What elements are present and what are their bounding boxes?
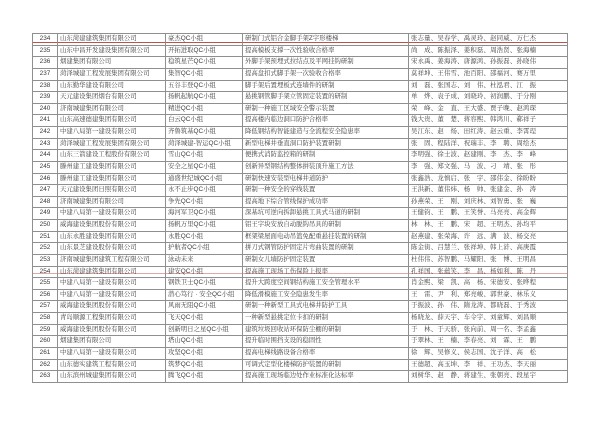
cell-no: 251 — [33, 231, 58, 243]
cell-company: 中建八局第一建设有限公司 — [58, 347, 166, 359]
cell-achievement: 提高施工现场临边处作业标准化达标率 — [243, 371, 409, 383]
cell-group: 腾飞QC小组 — [166, 371, 243, 383]
cell-no: 255 — [33, 278, 58, 290]
cell-no: 247 — [33, 185, 58, 197]
table-row — [33, 161, 568, 173]
cell-company: 山东勤华建设有限公司 — [58, 80, 166, 92]
cell-members: 李明强、徐士波、赵建刚、李 杰、李 峰 — [409, 150, 568, 162]
table-row — [33, 243, 568, 255]
cell-members: 尚 成、陈振泽、姜积磊、周浩贤、张海楠 — [409, 45, 568, 57]
cell-achievement: 深基坑可逆向拆卸悬挑工具式马道的研制 — [243, 208, 409, 220]
cell-group: 五谷丰登QC小组 — [166, 80, 243, 92]
cell-members: 刘 磊、张国志、刘 伟、杜泓君、江 振 — [409, 80, 568, 92]
cell-members: 李 强、郑文强、马 波、刁 靖、张 彤 — [409, 161, 568, 173]
cell-group: 精进QC小组 — [166, 103, 243, 115]
cell-achievement: 新型电梯井垂直洞口防护装置研制 — [243, 138, 409, 150]
table-row — [33, 80, 568, 92]
cell-company: 滕州建工建设集团有限公司 — [58, 173, 166, 185]
table-row — [33, 185, 568, 197]
table-row — [33, 92, 568, 104]
cell-no: 244 — [33, 150, 58, 162]
cell-group: 塔山QC小组 — [166, 336, 243, 348]
cell-group: 风雨无阻QC小组 — [166, 301, 243, 313]
table-row — [33, 371, 568, 383]
cell-group: 扬帆起航QC小组 — [166, 92, 243, 104]
cell-members: 张 固、程陆洋、祝瑞丰、李 聘、周绘杰 — [409, 138, 568, 150]
cell-no: 237 — [33, 68, 58, 80]
table-row — [33, 324, 568, 336]
cell-group: 永不止步QC小组 — [166, 185, 243, 197]
cell-achievement: 铝王字块安放自动脱钩吊具的研制 — [243, 220, 409, 232]
cell-company: 山东滨州城建集团有限公司 — [58, 371, 166, 383]
cell-group: 泳动未来 — [166, 254, 243, 266]
cell-members: 陈金街、吕慧兰、张祥坤、韩上浒、高庚霞 — [409, 243, 568, 255]
cell-group: 建安QC小组 — [166, 266, 243, 278]
cell-no: 249 — [33, 208, 58, 220]
cell-members: 吴江东、赵 炀、田红涛、赵云重、李霄珵 — [409, 127, 568, 139]
cell-group: 飞天QC小组 — [166, 313, 243, 325]
cell-company: 山东菏建建筑集团有限公司 — [58, 266, 166, 278]
table-row — [33, 34, 568, 46]
cell-no: 235 — [33, 45, 58, 57]
cell-members: 孔祥国、张蕴笑、李 昌、杨如利、陈 丹 — [409, 266, 568, 278]
cell-achievement: 降低钢结构智能建造与全流程安全隐患率 — [243, 127, 409, 139]
cell-group: 齐鲁筑基QC小组 — [166, 127, 243, 139]
cell-members: 王德超、高玉坤、李 祥、王功杰、李天丽 — [409, 359, 568, 371]
cell-no: 236 — [33, 57, 58, 69]
cell-members: 刘树华、赵 静、蒋建生、张朝亮、段星宇 — [409, 371, 568, 383]
cell-achievement: 研制一种新型工具式电梯井防护工具 — [243, 301, 409, 313]
cell-group: 通盛世纪城QC小组 — [166, 173, 243, 185]
cell-company: 中建八局第一建设有限公司 — [58, 278, 166, 290]
cell-no: 240 — [33, 103, 58, 115]
cell-no: 246 — [33, 173, 58, 185]
cell-no: 259 — [33, 324, 58, 336]
cell-company: 天元建设集团日照有限公司 — [58, 185, 166, 197]
cell-members: 钱大贵、董 楚、蒋容熙、韩鸿川、郗祥子 — [409, 115, 568, 127]
cell-group: 永胜QC小组 — [166, 231, 243, 243]
table-row — [33, 45, 568, 57]
cell-achievement: 提高施工现场工伤保险上报率 — [243, 266, 409, 278]
table-row — [33, 254, 568, 266]
cell-achievement: 提高地下综合管线保护成功率 — [243, 196, 409, 208]
cell-no: 253 — [33, 254, 58, 266]
table-row — [33, 231, 568, 243]
cell-achievement: 外脚手架预埋式拉结点及平网挂钩研制 — [243, 57, 409, 69]
table-row — [33, 208, 568, 220]
cell-company: 山东高速德建集团有限公司 — [58, 115, 166, 127]
cell-no: 241 — [33, 115, 58, 127]
cell-members: 杨晓龙、薛天宇、车令宇、刘童辉、刘昌顺 — [409, 313, 568, 325]
cell-members: 于振波、孙 伟、隋龙涛、都晓磊、于秀波 — [409, 301, 568, 313]
cell-members: 肖金熙、梁 凯、高 杨、宋德安、张晔程 — [409, 278, 568, 290]
cell-no: 254 — [33, 266, 58, 278]
cell-company: 山东三箭建设工程股份有限公司 — [58, 150, 166, 162]
cell-no: 243 — [33, 138, 58, 150]
cell-members: 王洪新、董伟炜、杨 帅、张建金、孙 涛 — [409, 185, 568, 197]
table-row — [33, 103, 568, 115]
cell-company: 山东永胜建设集团有限公司 — [58, 231, 166, 243]
table-row — [33, 115, 568, 127]
cell-company: 威海建设集团股份有限公司 — [58, 220, 166, 232]
cell-no: 261 — [33, 347, 58, 359]
cell-company: 烟建集团有限公司 — [58, 57, 166, 69]
table-row — [33, 173, 568, 185]
cell-achievement: 可调式定型化楼梯防护装置的研制 — [243, 359, 409, 371]
cell-company: 山东中昌开发建设集团有限公司 — [58, 45, 166, 57]
cell-achievement: 悬挑钢管脚手架立管固定装置的研制 — [243, 92, 409, 104]
cell-no: 242 — [33, 127, 58, 139]
cell-members: 杜伟伟、苏智鹏、马耀阳、张 博、王明昌 — [409, 254, 568, 266]
cell-members: 徐 辉、吴修义、侯志国、沈子洋、高 松 — [409, 347, 568, 359]
cell-no: 262 — [33, 359, 58, 371]
cell-group: 海河军卫QC小组 — [166, 208, 243, 220]
cell-no: 260 — [33, 336, 58, 348]
cell-members: 于 林、于天骄、张向前、周一名、李孟鑫 — [409, 324, 568, 336]
table-row — [33, 68, 568, 80]
cell-achievement: 一种新型悬挑定位卡扣的研制 — [243, 313, 409, 325]
cell-group: 安全之星QC小组 — [166, 161, 243, 173]
cell-company: 济南城建集团有限公司 — [58, 103, 166, 115]
cell-company: 山东德实建筑工程有限公司 — [58, 359, 166, 371]
cell-company: 菏泽城建工程发展集团有限公司 — [58, 68, 166, 80]
table-row — [33, 278, 568, 290]
cell-company: 中建八局第一建设有限公司 — [58, 208, 166, 220]
table-row — [33, 220, 568, 232]
cell-members: 莫祥坤、王伟雪、池百阳、邵福河、赛万里 — [409, 68, 568, 80]
table-row — [33, 289, 568, 301]
cell-no: 234 — [33, 34, 58, 46]
cell-group: 雪山QC小组 — [166, 150, 243, 162]
cell-achievement: 研制快速安装型电梯井道防护 — [243, 173, 409, 185]
cell-group: 创新明日之星QC小组 — [166, 324, 243, 336]
cell-achievement: 便携式消防监控箱的研制 — [243, 150, 409, 162]
cell-no: 252 — [33, 243, 58, 255]
cell-achievement: 研制一种施工区域安全警示装置 — [243, 103, 409, 115]
table-row — [33, 301, 568, 313]
cell-members: 张鑫浩、龙慎启、张 宇、邵伟金、徐盼盼 — [409, 173, 568, 185]
cell-achievement: 提高电梯线路设备合格率 — [243, 347, 409, 359]
cell-company: 烟建集团有限公司 — [58, 336, 166, 348]
cell-achievement: 拼刀式钢管防护固定片弯曲装置的研制 — [243, 243, 409, 255]
qc-results-table — [32, 33, 568, 383]
cell-group: 护航者QC小组 — [166, 243, 243, 255]
table-row — [33, 196, 568, 208]
table-row — [33, 57, 568, 69]
cell-no: 250 — [33, 220, 58, 232]
cell-company: 滕州建工建设集团有限公司 — [58, 161, 166, 173]
cell-no: 258 — [33, 313, 58, 325]
cell-achievement: 降低滑模施工安全隐患发生率 — [243, 289, 409, 301]
cell-group: 集智QC小组 — [166, 68, 243, 80]
cell-achievement: 研制门式铝合金脚手架Z字形楼梯 — [243, 34, 409, 46]
table-row — [33, 359, 568, 371]
table-row — [33, 266, 568, 278]
cell-company: 济南城建集团建筑工程有限公司 — [58, 254, 166, 266]
cell-group: 开拓进取QC小组 — [166, 45, 243, 57]
cell-company: 济南城建集团有限公司 — [58, 196, 166, 208]
cell-members: 赵燕建、张荣海、许 远、满 波、杨交亮 — [409, 231, 568, 243]
cell-group: 稳筑星芒QC小组 — [166, 57, 243, 69]
cell-company: 山东景芝建设股份有限公司 — [58, 243, 166, 255]
cell-group: 钢铁卫士QC小组 — [166, 278, 243, 290]
cell-no: 257 — [33, 301, 58, 313]
cell-members: 单 烨、袁子成、刘晓玲、初润鹏、于分刚 — [409, 92, 568, 104]
cell-no: 239 — [33, 92, 58, 104]
table-row — [33, 347, 568, 359]
table-row — [33, 150, 568, 162]
cell-company: 威海建设集团股份有限公司 — [58, 301, 166, 313]
cell-members: 王健钧、王 鹏、王笑誉、马亮亮、高金辉 — [409, 208, 568, 220]
cell-company: 菏泽城建工程发展集团有限公司 — [58, 138, 166, 150]
cell-group: 菏泽城建-智运QC小组 — [166, 138, 243, 150]
cell-company: 山东菏建建筑集团有限公司 — [58, 34, 166, 46]
cell-achievement: 提高模板支撑一次性验收合格率 — [243, 45, 409, 57]
cell-members: 孙燕荣、王 刚、刘庆林、刘智勇、张 巍 — [409, 196, 568, 208]
cell-achievement: 研制女儿墙防护固定装置 — [243, 254, 409, 266]
cell-achievement: 框架梁屋面电动吊篮免配重悬挂装置的研制 — [243, 231, 409, 243]
qc-results-table-body — [33, 34, 568, 383]
cell-achievement: 提高盘扣式脚手架一次验收合格率 — [243, 68, 409, 80]
cell-members: 王 雷、尹 利、郑亮峻、郭世豪、林乐义 — [409, 289, 568, 301]
cell-no: 263 — [33, 371, 58, 383]
cell-no: 256 — [33, 289, 58, 301]
cell-achievement: 提升临时围挡支设的稳固性 — [243, 336, 409, 348]
table-row — [33, 336, 568, 348]
table-row — [33, 127, 568, 139]
cell-company: 中建八局第一建设有限公司 — [58, 289, 166, 301]
cell-company: 中建八局第一建设有限公司 — [58, 127, 166, 139]
cell-achievement: 建筑垃圾回收站环保防尘棚的研制 — [243, 324, 409, 336]
cell-achievement: 提高楼内临边洞口防护合格率 — [243, 115, 409, 127]
cell-members: 宋永禹、姜海涛、唐源鸿、孙振磊、孙晓伟 — [409, 57, 568, 69]
cell-group: 争先QC小组 — [166, 196, 243, 208]
table-row — [33, 138, 568, 150]
cell-achievement: 创新异型钢结构整体拼装顶升施工方法 — [243, 161, 409, 173]
cell-group: 潜心笃行 · 安全QC小组 — [166, 289, 243, 301]
cell-company: 天元建设集团烟台有限公司 — [58, 92, 166, 104]
cell-company: 青岛顺源工程集团有限公司 — [58, 313, 166, 325]
cell-group: 筑梦QC小组 — [166, 359, 243, 371]
cell-group: 扬帆万里QC小组 — [166, 220, 243, 232]
cell-company: 威海建设集团股份有限公司 — [58, 324, 166, 336]
cell-members: 于翠林、王 楠、李春亮、刘 霖、王 鹏 — [409, 336, 568, 348]
cell-achievement: 提升大跨度空间钢结构施工安全管理水平 — [243, 278, 409, 290]
cell-achievement: 研制一种安全的穿线装置 — [243, 185, 409, 197]
cell-members: 张志量、吴春学、禹灵玲、赵同威、万仁杰 — [409, 34, 568, 46]
cell-group: 白云QC小组 — [166, 115, 243, 127]
cell-group: 豪杰QC小组 — [166, 34, 243, 46]
cell-no: 245 — [33, 161, 58, 173]
cell-members: 林 林、王 鹏、宋 超、王明杰、孙均平 — [409, 220, 568, 232]
table-row — [33, 313, 568, 325]
cell-group: 攻坚QC小组 — [166, 347, 243, 359]
cell-no: 248 — [33, 196, 58, 208]
cell-members: 荣 峰、金 直、王大盛、贾子晚、赵鸿琛 — [409, 103, 568, 115]
cell-achievement: 脚手架后置埋板式连墙件的研制 — [243, 80, 409, 92]
cell-no: 238 — [33, 80, 58, 92]
